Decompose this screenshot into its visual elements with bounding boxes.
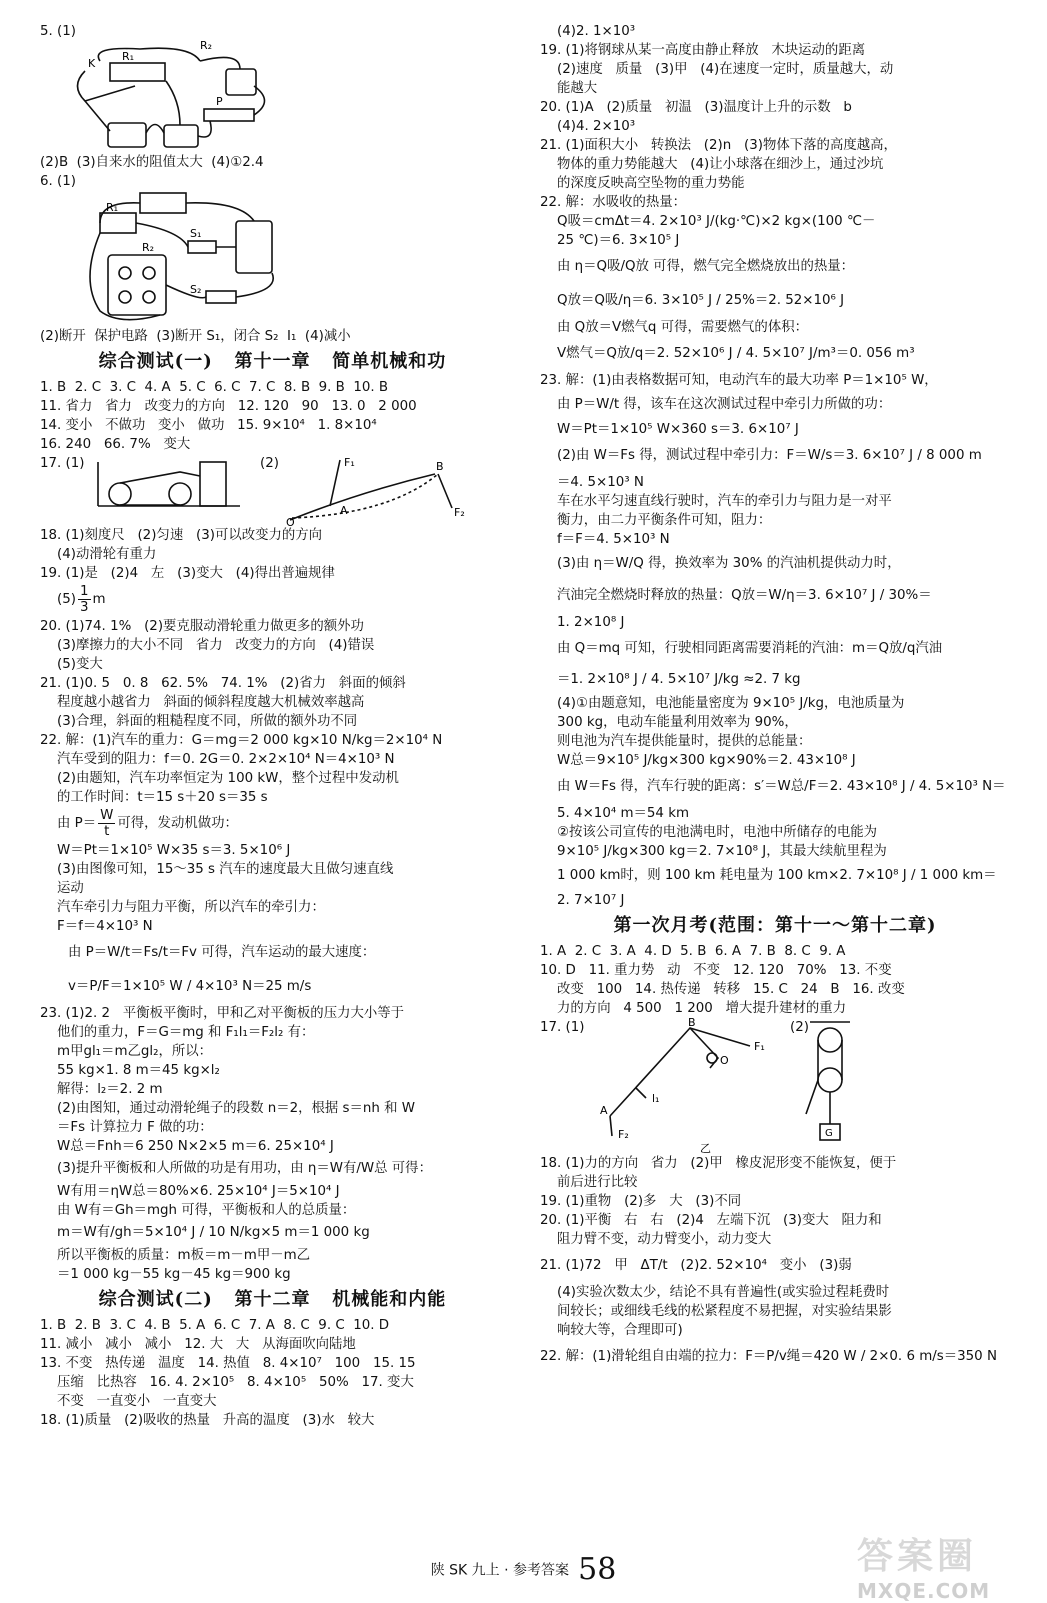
answer-line: (4)2. 1×10³ — [540, 24, 636, 39]
answer-line: (3)由图像可知，15～35 s 汽车的速度最大且做匀速直线 — [40, 862, 394, 877]
answer-line: 汽车牵引力与阻力平衡，所以汽车的牵引力： — [40, 900, 325, 915]
answer-line: ＝4. 5×10³ N — [540, 475, 644, 490]
q17b-label-o: O — [720, 1054, 729, 1067]
answer-line: (4)实验次数太少，结论不具有普遍性(或实验过程耗费时 — [540, 1285, 890, 1300]
answer-line: 17. (1) — [40, 456, 85, 471]
answer-line: 由 η＝Q吸/Q放 可得，燃气完全燃烧放出的热量： — [540, 259, 855, 274]
q17b-label-a: A — [600, 1104, 608, 1117]
answer-line: 20. (1)74. 1% (2)要克服动滑轮重力做更多的额外功 — [40, 619, 364, 634]
q6-head: 6. (1) — [40, 174, 77, 189]
answer-line: 13. 不变 热传递 温度 14. 热值 8. 4×10⁷ 100 15. 15 — [40, 1356, 416, 1371]
answer-line: (3)合理，斜面的粗糙程度不同，所做的额外功不同 — [40, 714, 358, 729]
q5-head: 5. (1) — [40, 24, 77, 39]
answer-line: 改变 100 14. 热传递 转移 15. C 24 B 16. 改变 — [540, 982, 905, 997]
watermark-text: 答案圈 — [857, 1536, 978, 1577]
q17b-label-f1: F₁ — [754, 1040, 765, 1053]
answer-line: 16. 240 66. 7% 变大 — [40, 437, 191, 452]
q17b-label-l1: l₁ — [652, 1092, 660, 1105]
answer-line: 的深度反映高空坠物的重力势能 — [540, 176, 745, 191]
answer-line: 汽车受到的阻力：f＝0. 2G＝0. 2×2×10⁴ N＝4×10³ N — [40, 752, 395, 767]
answer-line: 则电池为汽车提供能量时，提供的总能量： — [540, 734, 812, 749]
answer-line: 解得：l₂＝2. 2 m — [40, 1082, 163, 1097]
q17-lever-pulley-figures — [540, 1018, 1010, 1154]
q17-part2-label: (2) — [790, 1020, 809, 1035]
q5-label-p: P — [216, 95, 223, 108]
answer-line: 22. 解：水吸收的热量： — [540, 195, 687, 210]
answer-line: 的工作时间：t＝15 s＋20 s＝35 s — [40, 790, 268, 805]
answer-line: 1. A 2. C 3. A 4. D 5. B 6. A 7. B 8. C 9. A — [540, 944, 846, 959]
answer-line: (3)由 η＝W/Q 得，换效率为 30% 的汽油机提供动力时， — [540, 556, 901, 571]
answer-line: ＝Fs 计算拉力 F 做的功： — [40, 1120, 213, 1135]
answer-line: 程度越小越省力 斜面的倾斜程度越大机械效率越高 — [40, 695, 365, 710]
answer-line: 所以平衡板的质量：m板＝m－m甲－m乙 — [40, 1248, 311, 1263]
answer-line: 18. (1)质量 (2)吸收的热量 升高的温度 (3)水 较大 — [40, 1413, 375, 1428]
q6-circuit-figure — [40, 191, 505, 327]
answer-line: 由 Q放＝V燃气q 可得，需要燃气的体积： — [540, 320, 808, 335]
q6-label-r1: R₁ — [106, 201, 119, 214]
answer-line: 由 W有＝Gh＝mgh 可得，平衡板和人的总质量： — [40, 1203, 356, 1218]
answer-line: 汽油完全燃烧时释放的热量：Q放＝W/η＝3. 6×10⁷ J / 30%＝ — [540, 588, 932, 603]
answer-line: f＝F＝4. 5×10³ N — [540, 532, 670, 547]
q19-5-post: m — [92, 592, 106, 607]
q17-figures — [40, 454, 505, 526]
answer-line: 压缩 比热容 16. 4. 2×10⁵ 8. 4×10⁵ 50% 17. 变大 — [40, 1375, 414, 1390]
answer-line: W＝Pt＝1×10⁵ W×360 s＝3. 6×10⁷ J — [540, 422, 799, 437]
answer-line: ＝1 000 kg－55 kg－45 kg＝900 kg — [40, 1267, 291, 1282]
q22-p-line — [40, 807, 505, 841]
footer-text: 陕 SK 九上 · 参考答案 — [430, 1562, 570, 1579]
answer-line: 9×10⁵ J/kg×300 kg＝2. 7×10⁸ J，其最大续航里程为 — [540, 844, 887, 859]
answer-line: 车在水平匀速直线行驶时，汽车的牵引力与阻力是一对平 — [540, 494, 892, 509]
watermark — [857, 1528, 1027, 1603]
answer-line: F＝f＝4×10³ N — [40, 919, 153, 934]
answer-line: 运动 — [40, 881, 84, 896]
q6-label-s1: S₁ — [190, 227, 202, 240]
q5-label-k: K — [88, 57, 96, 70]
answer-line: 衡力，由二力平衡条件可知，阻力： — [540, 513, 772, 528]
text: 由 P＝ — [40, 816, 97, 831]
answer-line: 18. (1)力的方向 省力 (2)甲 橡皮泥形变不能恢复，便于 — [540, 1156, 897, 1171]
answer-line: (3)摩擦力的大小不同 省力 改变力的方向 (4)错误 — [40, 638, 375, 653]
q17b-label-g: G — [825, 1128, 833, 1139]
answer-line: 能越大 — [540, 81, 598, 96]
answer-line: 22. 解：(1)汽车的重力：G＝mg＝2 000 kg×10 N/kg＝2×10⁴ N — [40, 733, 443, 748]
answer-line: (3)提升平衡板和人所做的功是有用功，由 η＝W有/W总 可得： — [40, 1161, 432, 1176]
q19-5-pre: (5) — [40, 592, 76, 607]
answer-line: 由 Q＝mq 可知，行驶相同距离需要消耗的汽油：m＝Q放/q汽油 — [540, 641, 943, 656]
answer-line: 力的方向 4 500 1 200 增大提升建材的重力 — [540, 1001, 847, 1016]
page-number: 58 — [578, 1552, 617, 1587]
answer-line: (2)由 W＝Fs 得，测试过程中牵引力：F＝W/s＝3. 6×10⁷ J / 8 000 m — [540, 448, 982, 463]
answer-line: 5. 4×10⁴ m＝54 km — [540, 806, 689, 821]
q17b-label-b: B — [688, 1018, 696, 1029]
answer-line: (4)动滑轮有重力 — [40, 547, 157, 562]
answer-line: 前后进行比较 — [540, 1175, 638, 1190]
answer-line: (2)由题知，汽车功率恒定为 100 kW，整个过程中发动机 — [40, 771, 399, 786]
answer-line: m＝W有/gh＝5×10⁴ J / 10 N/kg×5 m＝1 000 kg — [40, 1225, 370, 1240]
answer-line: 由 W＝Fs 得，汽车行驶的距离：s′＝W总/F＝2. 43×10⁸ J / 4. 5×10³ N＝ — [540, 779, 1006, 794]
answer-line: 300 kg，电动车能量利用效率为 90%， — [540, 715, 798, 730]
fraction-denominator: 3 — [80, 599, 89, 615]
q5-label-r2: R₂ — [200, 41, 213, 52]
q6-rest: (2)断开 保护电路 (3)断开 S₁，闭合 S₂ I₁ (4)减小 — [40, 329, 351, 344]
section-title-test1: 综合测试(一) 第十一章 简单机械和功 — [98, 351, 447, 372]
q17-label-o: O — [286, 516, 295, 526]
answer-line: 物体的重力势能越大 (4)让小球落在细沙上，通过沙坑 — [540, 157, 884, 172]
answer-line: 19. (1)将钢球从某一高度由静止释放 木块运动的距离 — [540, 43, 866, 58]
answer-line: (2)由图知，通过动滑轮绳子的段数 n＝2，根据 s＝nh 和 W — [40, 1101, 416, 1116]
q17b-label-yi: 乙 — [700, 1142, 711, 1154]
q22-v-line: 由 P＝W/t＝Fs/t＝Fv 可得，汽车运动的最大速度： — [68, 945, 376, 960]
answer-line: W有用＝ηW总＝80%×6. 25×10⁴ J＝5×10⁴ J — [40, 1184, 340, 1199]
left-column — [40, 22, 505, 1430]
section-title-monthly-exam: 第一次月考(范围：第十一～第十二章) — [613, 915, 937, 936]
answer-line: 不变 一直变小 一直变大 — [40, 1394, 217, 1409]
answer-line: 25 ℃)＝6. 3×10⁵ J — [540, 233, 680, 248]
q5-rest: (2)B (3)自来水的阻值太大 (4)①2.4 — [40, 155, 264, 170]
answer-line: (4)①由题意知，电池能量密度为 9×10⁵ J/kg，电池质量为 — [540, 696, 905, 711]
answer-line: 23. 解：(1)由表格数据可知，电动汽车的最大功率 P＝1×10⁵ W， — [540, 373, 938, 388]
answer-line: W＝Pt＝1×10⁵ W×35 s＝3. 5×10⁶ J — [40, 843, 291, 858]
answer-line: ＝1. 2×10⁸ J / 4. 5×10⁷ J/kg ≈2. 7 kg — [540, 672, 801, 687]
text: 可得，发动机做功： — [117, 816, 238, 831]
answer-line: 22. 解：(1)滑轮组自由端的拉力：F＝P/v绳＝420 W / 2×0. 6 m/s＝350 N — [540, 1349, 997, 1364]
answer-line: Q放＝Q吸/η＝6. 3×10⁵ J / 25%＝2. 52×10⁶ J — [540, 293, 845, 308]
answer-line: Q吸＝cmΔt＝4. 2×10³ J/(kg·℃)×2 kg×(100 ℃－ — [540, 214, 876, 229]
answer-line: (2)速度 质量 (3)甲 (4)在速度一定时，质量越大，动 — [540, 62, 894, 77]
answer-line: W总＝Fnh＝6 250 N×2×5 m＝6. 25×10⁴ J — [40, 1139, 334, 1154]
fraction — [78, 584, 91, 615]
answer-line: 1 000 km时，则 100 km 耗电量为 100 km×2. 7×10⁸ J / 1 000 km＝ — [540, 868, 997, 883]
q17-label-a: A — [340, 504, 348, 517]
q5-label-r1: R₁ — [122, 50, 135, 63]
right-column — [540, 22, 1010, 1374]
answer-line: 17. (1) — [540, 1020, 585, 1035]
answer-line: 1. 2×10⁸ J — [540, 615, 625, 630]
answer-line: 间较长；或细线毛线的松紧程度不易把握，对实验结果影 — [540, 1304, 892, 1319]
answer-line: 11. 省力 省力 改变力的方向 12. 120 90 13. 0 2 000 — [40, 399, 417, 414]
fraction-denominator: t — [104, 823, 110, 839]
answer-line: 20. (1)A (2)质量 初温 (3)温度计上升的示数 b — [540, 100, 852, 115]
answer-line: 2. 7×10⁷ J — [540, 893, 625, 908]
answer-line: 响较大等，合理即可) — [540, 1323, 683, 1338]
answer-line: 阻力臂不变，动力臂变小，动力变大 — [540, 1232, 772, 1247]
answer-line: 19. (1)重物 (2)多 大 (3)不同 — [540, 1194, 742, 1209]
q6-label-s2: S₂ — [190, 283, 202, 296]
section-title-test2: 综合测试(二) 第十二章 机械能和内能 — [98, 1289, 447, 1310]
q5-circuit-figure — [40, 41, 505, 153]
answer-line: 55 kg×1. 8 m＝45 kg×l₂ — [40, 1063, 220, 1078]
fraction-numerator: 1 — [80, 583, 89, 599]
q19-5-line — [40, 583, 505, 617]
answer-line: m甲gl₁＝m乙gl₂，所以： — [40, 1044, 213, 1059]
answer-line: 1. B 2. C 3. C 4. A 5. C 6. C 7. C 8. B 9. B 10. B — [40, 380, 389, 395]
answer-line: 14. 变小 不做功 变小 做功 15. 9×10⁴ 1. 8×10⁴ — [40, 418, 377, 433]
q17-label-b: B — [436, 460, 444, 473]
q6-label-r2: R₂ — [142, 241, 155, 254]
answer-line: 他们的重力，F＝G＝mg 和 F₁l₁＝F₂l₂ 有： — [40, 1025, 315, 1040]
answer-line: 19. (1)是 (2)4 左 (3)变大 (4)得出普遍规律 — [40, 566, 335, 581]
answer-line: W总＝9×10⁵ J/kg×300 kg×90%＝2. 43×10⁸ J — [540, 753, 856, 768]
q17-part2-label: (2) — [260, 456, 279, 471]
answer-line: (5)变大 — [40, 657, 103, 672]
answer-line: 23. (1)2. 2 平衡板平衡时，甲和乙对平衡板的压力大小等于 — [40, 1006, 405, 1021]
answer-line: 21. (1)72 甲 ΔT/t (2)2. 52×10⁴ 变小 (3)弱 — [540, 1258, 852, 1273]
answer-line: 21. (1)0. 5 0. 8 62. 5% 74. 1% (2)省力 斜面的倾斜 — [40, 676, 406, 691]
answer-line: 1. B 2. B 3. C 4. B 5. A 6. C 7. A 8. C 9. C 10. D — [40, 1318, 390, 1333]
q22-v-eq: v＝P/F＝1×10⁵ W / 4×10³ N＝25 m/s — [68, 979, 312, 994]
answer-line: V燃气＝Q放/q＝2. 52×10⁶ J / 4. 5×10⁷ J/m³＝0. 056 m³ — [540, 346, 915, 361]
fraction-numerator: W — [100, 807, 114, 823]
answer-line: 21. (1)面积大小 转换法 (2)n (3)物体下落的高度越高， — [540, 138, 897, 153]
answer-line: 10. D 11. 重力势 动 不变 12. 120 70% 13. 不变 — [540, 963, 892, 978]
answer-line: 由 P＝W/t 得，该车在这次测试过程中牵引力所做的功： — [540, 397, 892, 412]
answer-line: 20. (1)平衡 右 右 (2)4 左端下沉 (3)变大 阻力和 — [540, 1213, 882, 1228]
answer-line: 18. (1)刻度尺 (2)匀速 (3)可以改变力的方向 — [40, 528, 323, 543]
answer-line: (4)4. 2×10³ — [540, 119, 636, 134]
q17-label-f1: F₁ — [344, 456, 355, 469]
answer-line: 11. 减小 减小 减小 12. 大 大 从海面吹向陆地 — [40, 1337, 356, 1352]
fraction — [98, 808, 115, 839]
q17-label-f2: F₂ — [454, 506, 465, 519]
watermark-url: MXQE.COM — [857, 1579, 991, 1603]
answer-line: ②按该公司宣传的电池满电时，电池中所储存的电能为 — [540, 825, 878, 840]
q17b-label-f2: F₂ — [618, 1128, 629, 1141]
